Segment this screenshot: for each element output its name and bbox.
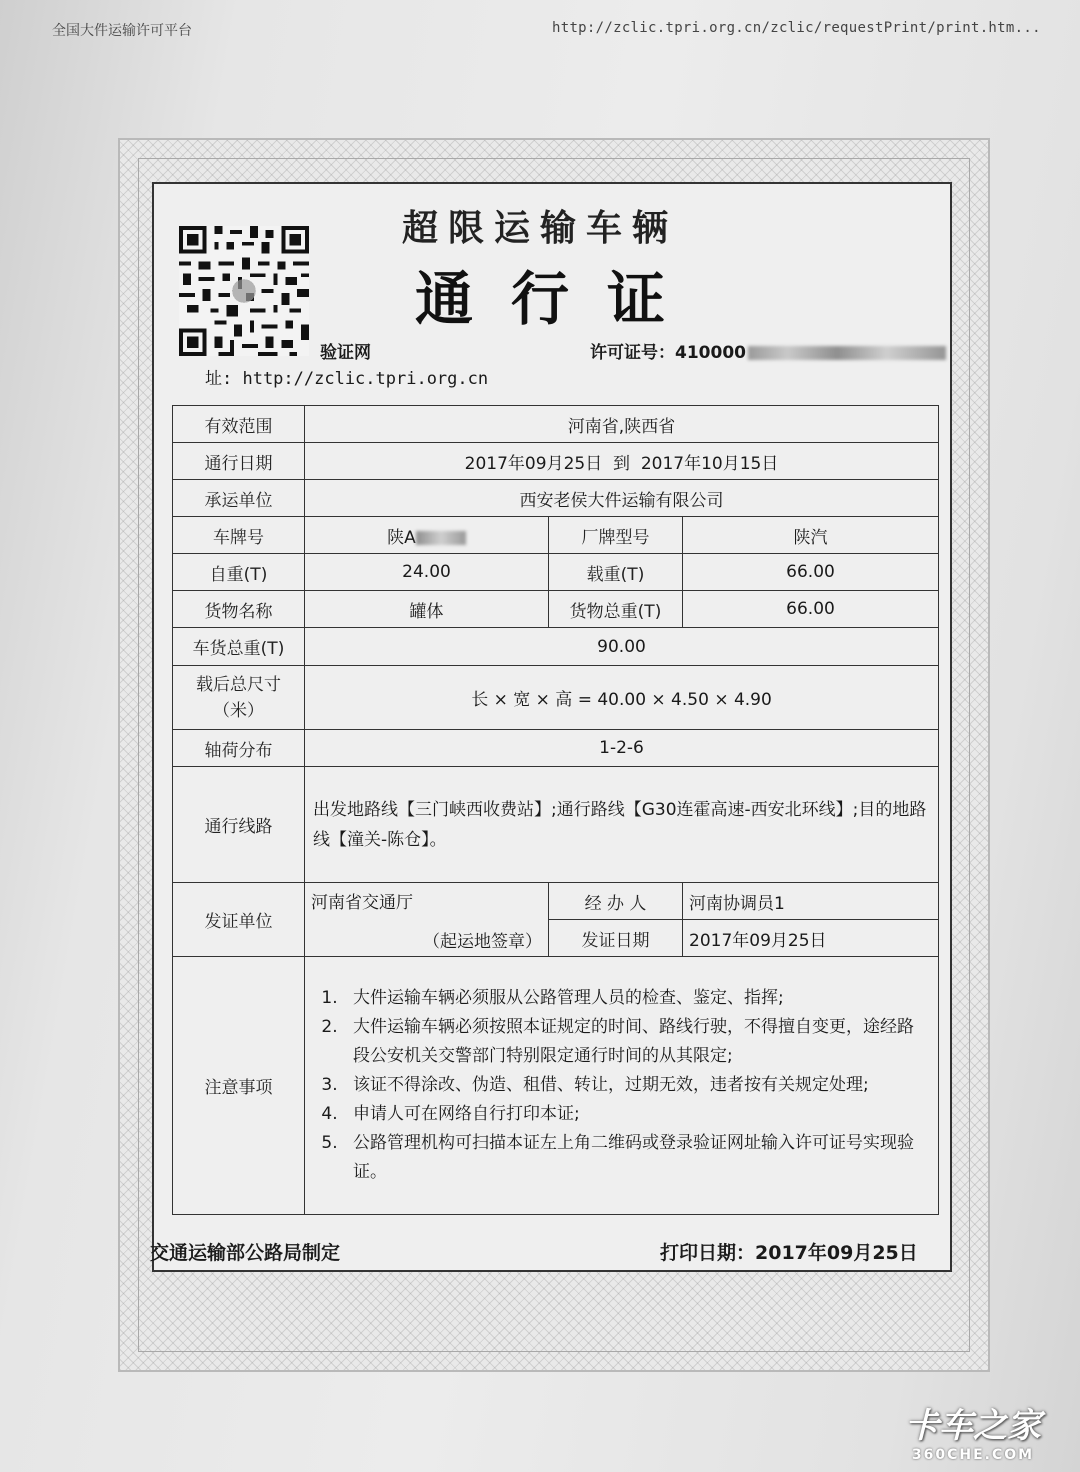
table-row: [173, 666, 939, 730]
permit-subtitle: 通行证: [414, 265, 703, 333]
permit-table: [172, 405, 939, 1215]
axle-label: 轴荷分布: [173, 730, 305, 767]
total-weight-value: 90.00: [305, 628, 939, 666]
list-item: 5. 公路管理机构可扫描本证左上角二维码或登录验证网址输入许可证号实现验证。: [343, 1129, 928, 1187]
table-row: [173, 957, 939, 1215]
redacted-number: [748, 346, 946, 360]
table-row: [173, 628, 939, 666]
route-value: 出发地路线【三门峡西收费站】;通行路线【G30连霍高速-西安北环线】;目的地路线【潼关-陈仓】。: [305, 767, 939, 883]
watermark-logo: [905, 1398, 1041, 1463]
cargo-weight-value: 66.00: [683, 591, 939, 628]
issuer-value: 河南省交通厅: [311, 892, 413, 913]
cargo-weight-label: 货物总重(T): [549, 591, 683, 628]
notes-label: 注意事项: [173, 957, 305, 1215]
load-label: 载重(T): [549, 554, 683, 591]
total-weight-label: 车货总重(T): [173, 628, 305, 666]
table-row: [173, 730, 939, 767]
table-row: [173, 480, 939, 517]
self-weight-value: 24.00: [305, 554, 549, 591]
handler-value: 河南协调员1: [683, 883, 939, 920]
table-row: [173, 883, 939, 920]
table-row: [173, 591, 939, 628]
date-label: 通行日期: [173, 443, 305, 480]
table-row: [173, 406, 939, 443]
issuer-stamp-note: （起运地签章）: [423, 931, 542, 952]
print-header-title: 全国大件运输许可平台: [52, 23, 192, 39]
date-value: 2017年09月25日 到 2017年10月15日: [305, 443, 939, 480]
plate-label: 车牌号: [173, 517, 305, 554]
carrier-label: 承运单位: [173, 480, 305, 517]
list-item: 4. 申请人可在网络自行打印本证;: [343, 1100, 928, 1129]
issuer-label: 发证单位: [173, 883, 305, 957]
issuing-authority: 交通运输部公路局制定: [150, 1242, 341, 1264]
cargo-label: 货物名称: [173, 591, 305, 628]
list-item: 1. 大件运输车辆必须服从公路管理人员的检查、鉴定、指挥;: [343, 984, 928, 1013]
scope-label: 有效范围: [173, 406, 305, 443]
model-label: 厂牌型号: [549, 517, 683, 554]
table-row: [173, 517, 939, 554]
handler-label: 经 办 人: [549, 883, 683, 920]
model-value: 陕汽: [683, 517, 939, 554]
print-date: 打印日期：2017年09月25日: [660, 1242, 918, 1264]
permit-number-value: 410000: [675, 343, 746, 363]
verify-label: 验证网: [320, 343, 371, 363]
size-label: 载后总尺寸（米）: [173, 666, 305, 730]
permit-number-label: 许可证号：: [590, 343, 675, 363]
redacted-plate: [416, 531, 466, 545]
carrier-value: 西安老侯大件运输有限公司: [305, 480, 939, 517]
size-value: 长 × 宽 × 高 = 40.00 × 4.50 × 4.90: [305, 666, 939, 730]
verify-url: 址: http://zclic.tpri.org.cn: [205, 369, 489, 389]
route-label: 通行线路: [173, 767, 305, 883]
notes-cell: [305, 957, 939, 1215]
issuer-cell: [305, 883, 549, 957]
plate-value: 陕A: [387, 527, 416, 548]
table-row: [173, 554, 939, 591]
print-header-url: http://zclic.tpri.org.cn/zclic/requestPrint/print.htm...: [552, 20, 1041, 36]
plate-cell: [305, 517, 549, 554]
axle-value: 1-2-6: [305, 730, 939, 767]
issue-date-value: 2017年09月25日: [683, 920, 939, 957]
list-item: 3. 该证不得涂改、伪造、租借、转让，过期无效，违者按有关规定处理;: [343, 1071, 928, 1100]
list-item: 2. 大件运输车辆必须按照本证规定的时间、路线行驶，不得擅自变更，途经路段公安机关交警部门特别限定通行时间的从其限定;: [343, 1013, 928, 1071]
permit-number: [590, 338, 946, 363]
scope-value: 河南省,陕西省: [305, 406, 939, 443]
self-weight-label: 自重(T): [173, 554, 305, 591]
notes-list: [325, 984, 928, 1187]
load-value: 66.00: [683, 554, 939, 591]
watermark-brand: 卡车之家: [905, 1406, 1041, 1446]
issue-date-label: 发证日期: [549, 920, 683, 957]
cargo-value: 罐体: [305, 591, 549, 628]
watermark-domain: 360CHE.COM: [911, 1447, 1035, 1463]
permit-title: 超限运输车辆: [401, 207, 678, 249]
table-row: [173, 443, 939, 480]
table-row: [173, 767, 939, 883]
